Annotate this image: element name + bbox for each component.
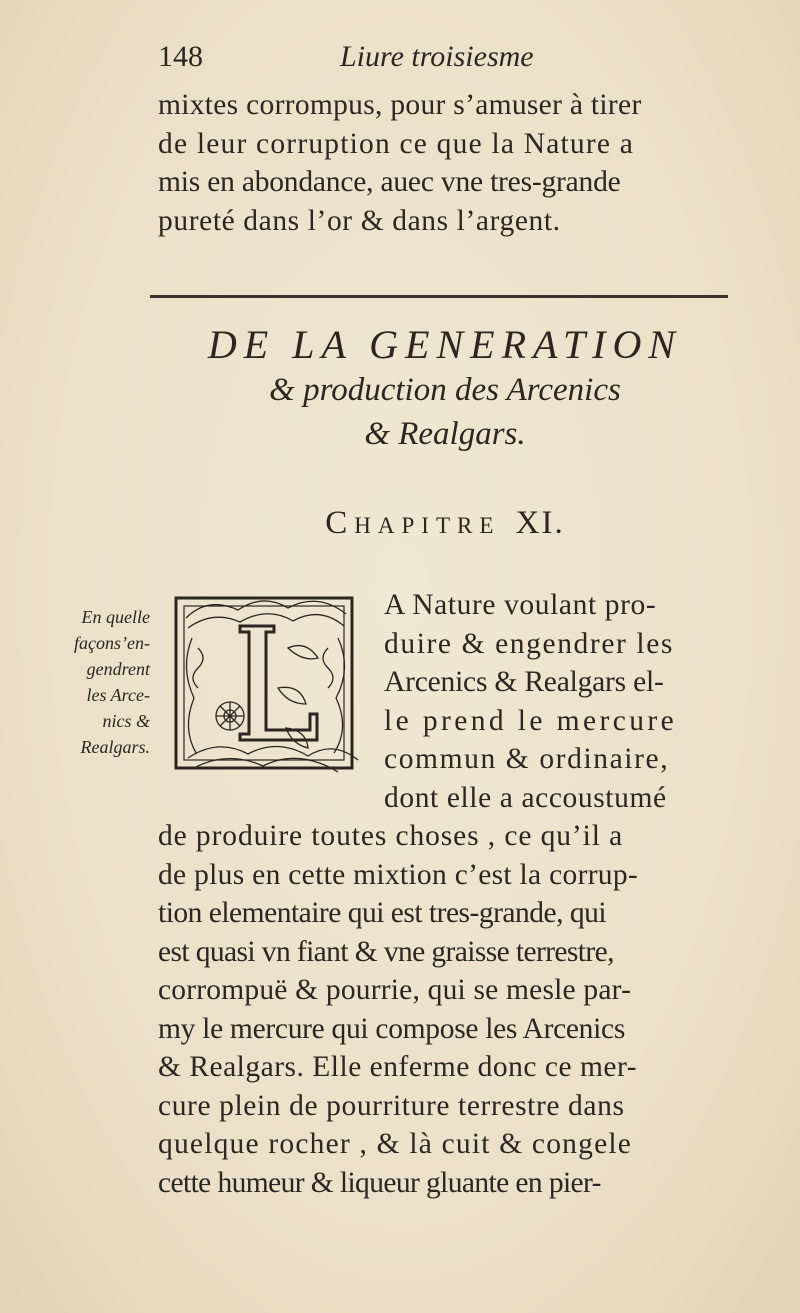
text-line: dont elle a accoustumé xyxy=(384,781,667,814)
text-line: de plus en cette mixtion c’est la corrup- xyxy=(158,858,639,891)
text-line: de leur corruption ce que la Nature a xyxy=(158,127,635,160)
marginal-line: façons’en- xyxy=(74,633,150,653)
ornamental-initial-l xyxy=(168,588,364,792)
running-title: Liure troisiesme xyxy=(340,40,534,73)
marginal-note xyxy=(40,604,150,760)
text-line: de produire toutes choses , ce qu’il a xyxy=(158,820,624,852)
page-header xyxy=(150,36,750,86)
section-heading xyxy=(150,322,740,456)
text-line: & Realgars. Elle enferme donc ce mer- xyxy=(158,1051,638,1083)
marginal-line: Realgars. xyxy=(80,737,150,757)
section-heading-line-1: DE LA GENERATION xyxy=(207,322,683,367)
text-line: est quasi vn fiant & vne graisse terrestre, xyxy=(158,935,614,968)
text-line: Arcenics & Realgars el- xyxy=(384,666,664,698)
text-line: my le mercure qui compose les Arcenics xyxy=(158,1012,625,1045)
first-paragraph xyxy=(384,586,744,817)
chapter-initial: C xyxy=(325,505,355,541)
text-line: commun & ordinaire, xyxy=(384,743,670,775)
marginal-line: En quelle xyxy=(81,607,150,627)
text-line: mixtes corrompus, pour s’amuser à tirer xyxy=(158,89,642,121)
text-line: cure plein de pourriture terrestre dans xyxy=(158,1089,625,1122)
text-line: le prend le mercure xyxy=(384,704,678,737)
text-line: pureté dans l’or & dans l’argent. xyxy=(158,204,561,237)
paragraph-body xyxy=(158,817,743,1202)
section-rule xyxy=(150,295,728,298)
text-line: corrompuë & pourrie, qui se mesle par- xyxy=(158,974,632,1006)
text-line: quelque rocher , & là cuit & congele xyxy=(158,1128,633,1160)
text-line: tion elementaire qui est tres-grande, qui xyxy=(158,897,607,929)
paragraph-continued xyxy=(158,86,743,240)
section-heading-line-3: & Realgars. xyxy=(364,416,526,452)
text-line: A Nature voulant pro- xyxy=(384,589,657,621)
chapter-number: XI. xyxy=(515,505,565,541)
page-number: 148 xyxy=(158,40,203,73)
chapter-word: HAPITRE xyxy=(354,513,501,538)
marginal-line: nics & xyxy=(102,711,150,731)
marginal-line: gendrent xyxy=(86,659,150,679)
text-line: duire & engendrer les xyxy=(384,627,674,660)
drop-cap-letter: L xyxy=(246,748,247,749)
chapter-heading xyxy=(150,505,740,542)
section-heading-line-2: & production des Arcenics xyxy=(269,372,621,408)
text-line: mis en abondance, auec vne tres-grande xyxy=(158,166,621,198)
text-line: cette humeur & liqueur gluante en pier- xyxy=(158,1166,601,1199)
marginal-line: les Arce- xyxy=(86,685,150,705)
ornamental-initial-graphic xyxy=(168,588,364,792)
